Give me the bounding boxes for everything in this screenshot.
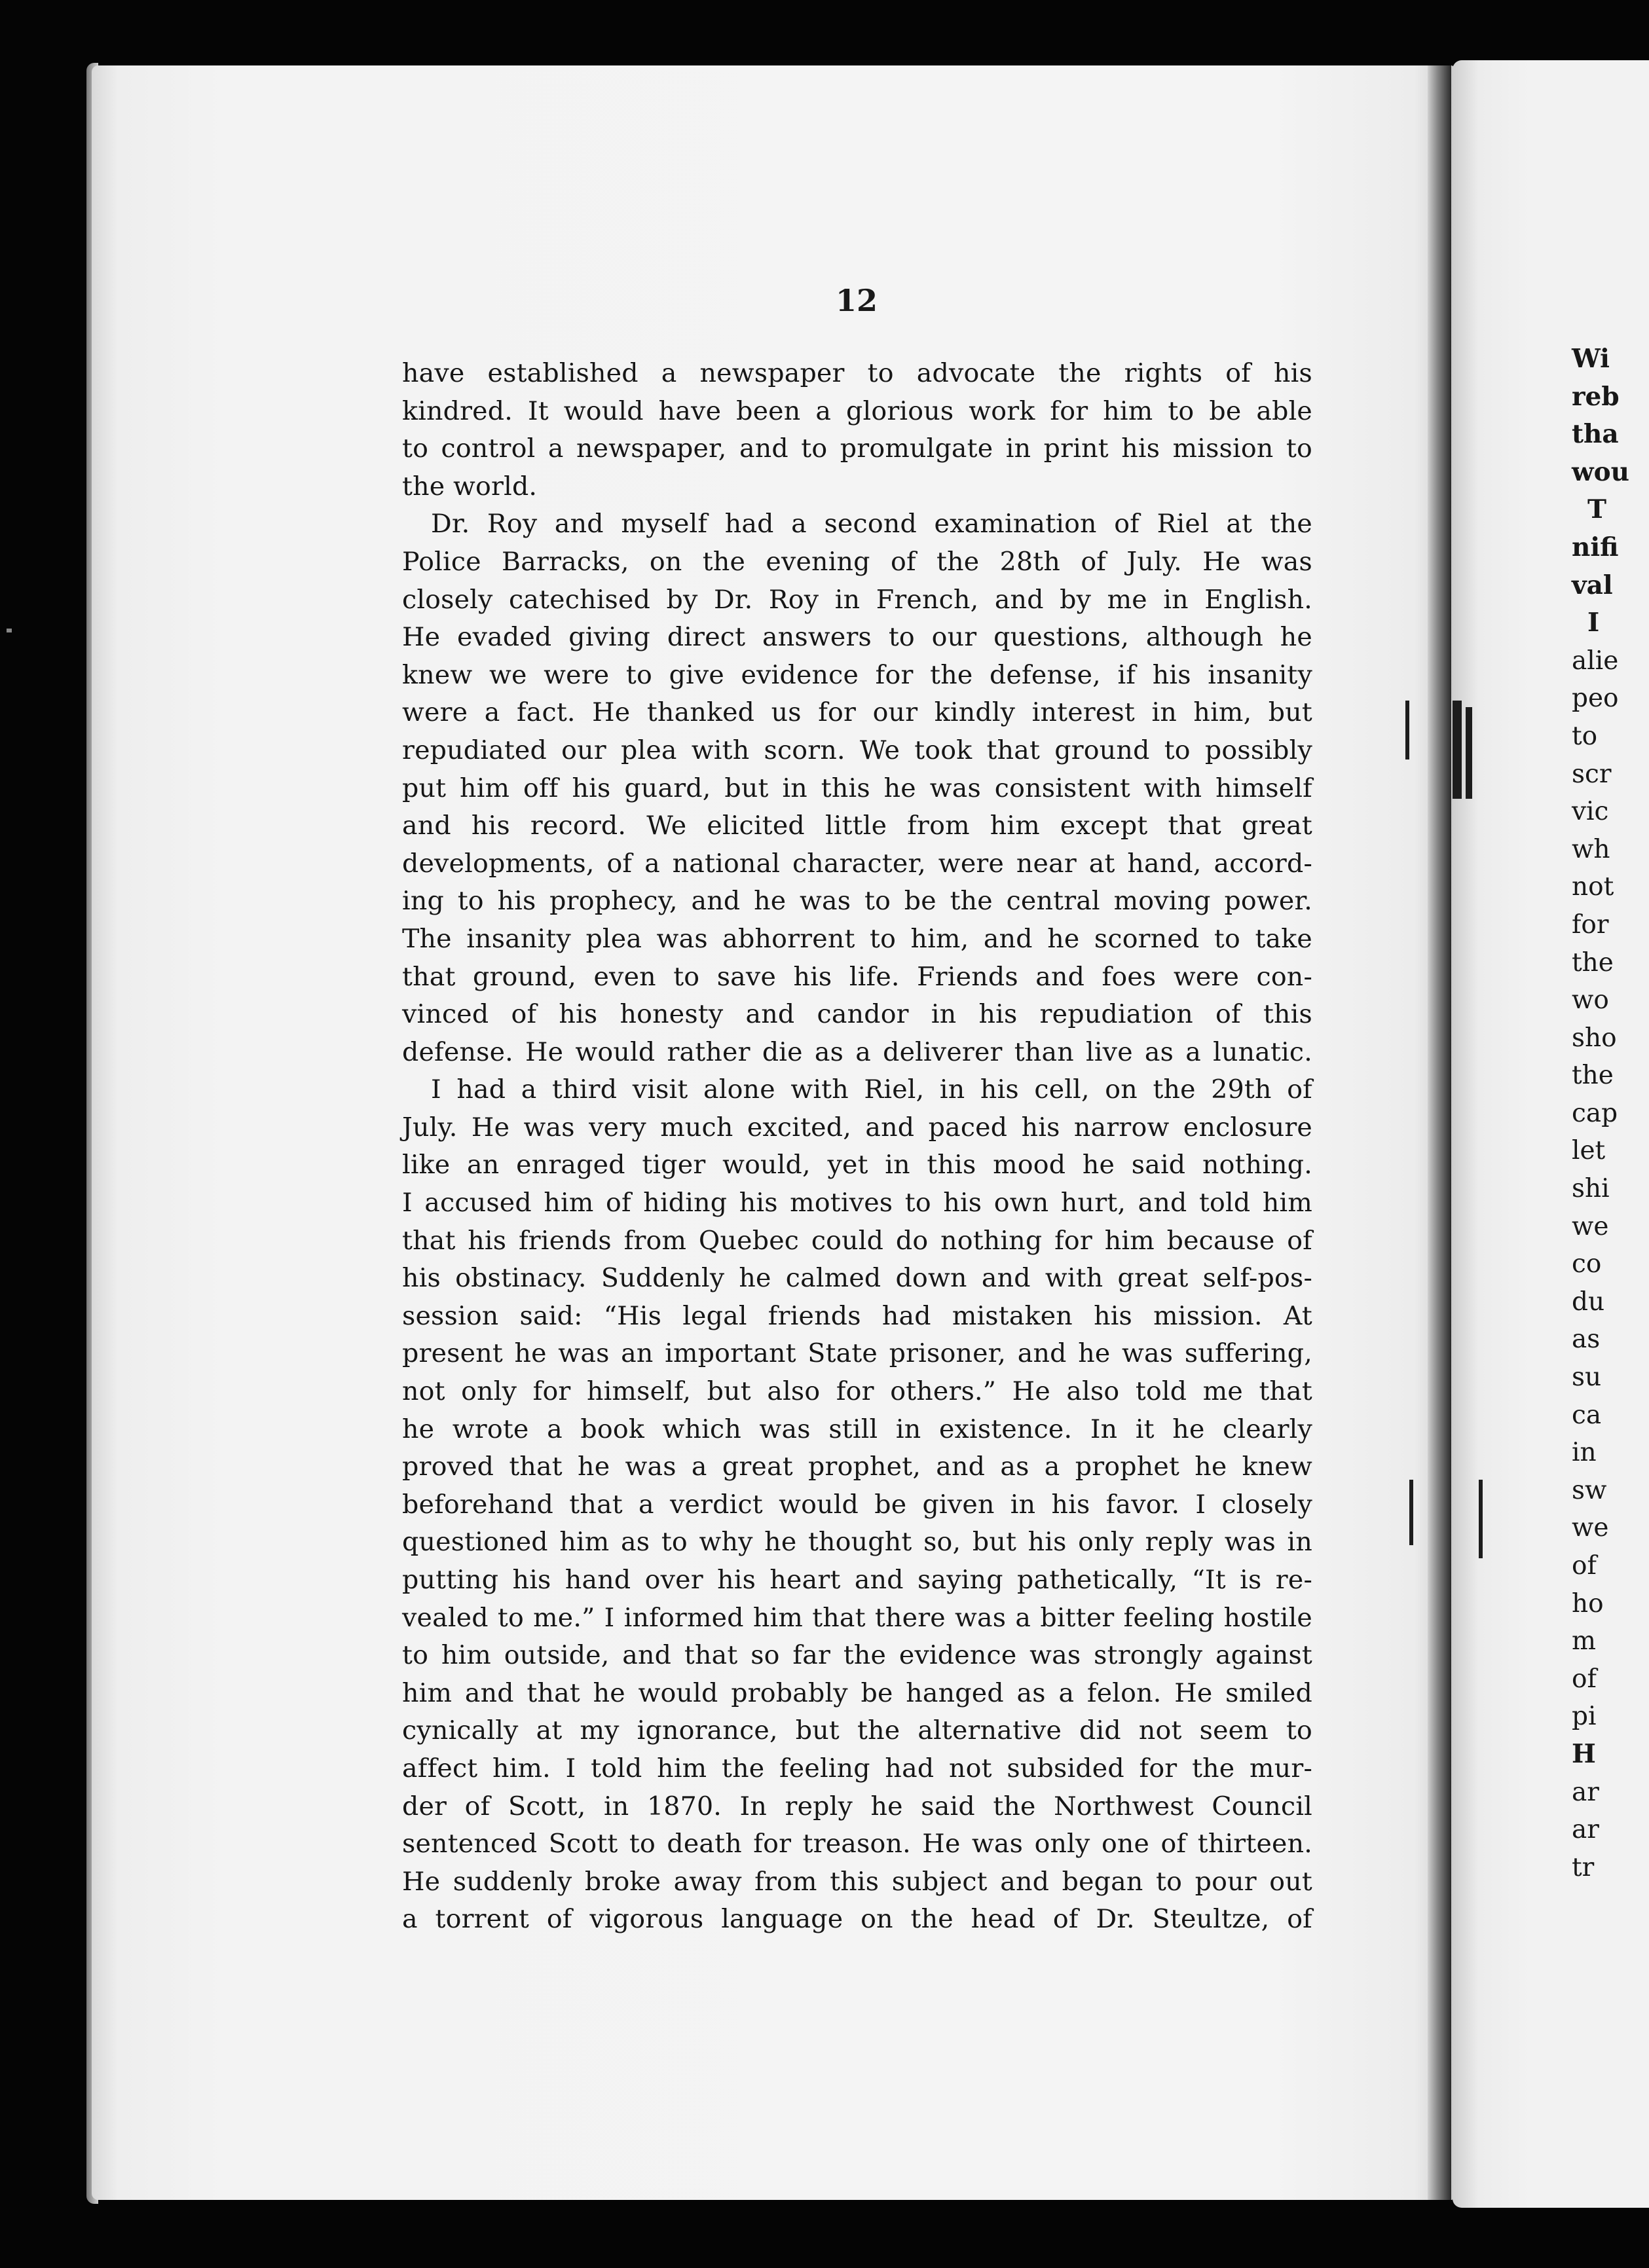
stitch-mark (1405, 701, 1409, 759)
text-line: to him outside, and that so far the evidence was strongly against (402, 1640, 1312, 1671)
right-text-fragment: in (1572, 1438, 1597, 1468)
right-text-fragment: wou (1572, 456, 1629, 487)
scan-speck (7, 629, 12, 632)
stitch-mark (1453, 701, 1462, 799)
right-text-fragment: we (1572, 1513, 1609, 1543)
right-text-fragment: pi (1572, 1702, 1597, 1732)
text-line: the world. (402, 471, 538, 502)
text-line: der of Scott, in 1870. In reply he said the Northwest Council (402, 1791, 1312, 1821)
text-line: putting his hand over his heart and saying pathetically, “It is re- (402, 1565, 1312, 1595)
text-line: vinced of his honesty and candor in his repudiation of this (402, 999, 1312, 1030)
text-line: cynically at my ignorance, but the alternative did not seem to (402, 1715, 1312, 1746)
text-line: Dr. Roy and myself had a second examination of Riel at the (431, 509, 1312, 540)
text-line: his obstinacy. Suddenly he calmed down and with great self-pos- (402, 1263, 1312, 1294)
right-text-fragment: Wi (1572, 344, 1610, 374)
right-text-fragment: of (1572, 1551, 1597, 1581)
right-text-fragment: I (1587, 608, 1600, 638)
right-text-fragment: cap (1572, 1098, 1618, 1128)
page-number: 12 (835, 283, 878, 318)
right-text-fragment: tr (1572, 1852, 1595, 1882)
right-text-fragment: co (1572, 1249, 1602, 1279)
right-text-fragment: wh (1572, 834, 1610, 864)
stitch-mark (1409, 1480, 1413, 1545)
right-text-fragment: as (1572, 1325, 1601, 1355)
main-text-column (402, 355, 1312, 1939)
text-line: knew we were to give evidence for the defense, if his insanity (402, 659, 1312, 690)
text-line: affect him. I told him the feeling had not subsided for the mur- (402, 1753, 1312, 1783)
right-text-fragment: to (1572, 721, 1598, 751)
text-line: have established a newspaper to advocate the rights of his (402, 358, 1312, 388)
right-text-fragment: let (1572, 1136, 1606, 1166)
right-text-fragment: du (1572, 1287, 1605, 1317)
text-line: vealed to me.” I informed him that there was a bitter feeling hostile (402, 1602, 1312, 1633)
text-line: ing to his prophecy, and he was to be the central moving power. (402, 886, 1312, 917)
text-line: session said: “His legal friends had mistaken his mission. At (402, 1300, 1312, 1331)
right-text-fragment: the (1572, 1061, 1614, 1091)
right-text-fragment: su (1572, 1363, 1602, 1393)
right-text-fragment: m (1572, 1626, 1596, 1656)
right-text-fragment: ho (1572, 1588, 1604, 1619)
text-line: not only for himself, but also for others.” He also told me that (402, 1376, 1312, 1407)
right-text-fragment: for (1572, 909, 1609, 940)
text-line: closely catechised by Dr. Roy in French, and by me in English. (402, 584, 1312, 615)
text-line: to control a newspaper, and to promulgate in print his mission to (402, 433, 1312, 464)
stitch-mark (1466, 707, 1472, 799)
text-line: developments, of a national character, were near at hand, accord- (402, 848, 1312, 879)
text-line: I accused him of hiding his motives to his own hurt, and told him (402, 1188, 1312, 1218)
right-text-fragment: H (1572, 1738, 1596, 1769)
right-text-fragment: the (1572, 947, 1614, 978)
text-line: that his friends from Quebec could do nothing for him because of (402, 1225, 1312, 1256)
right-text-fragment: sw (1572, 1475, 1607, 1505)
text-line: him and that he would probably be hanged as a felon. He smiled (402, 1677, 1312, 1708)
right-text-fragment: sho (1572, 1023, 1617, 1053)
text-line: he wrote a book which was still in existence. In it he clearly (402, 1414, 1312, 1444)
text-line: Police Barracks, on the evening of the 28th of July. He was (402, 546, 1312, 577)
right-text-fragment: tha (1572, 419, 1619, 450)
text-line: proved that he was a great prophet, and as a prophet he knew (402, 1452, 1312, 1482)
text-line: The insanity plea was abhorrent to him, and he scorned to take (402, 923, 1312, 954)
right-text-fragment: of (1572, 1664, 1597, 1694)
text-line: present he was an important State prisoner, and he was suffering, (402, 1338, 1312, 1369)
right-text-fragment: peo (1572, 684, 1619, 714)
right-text-fragment: ar (1572, 1777, 1599, 1807)
book-binding-gutter (1428, 65, 1451, 2200)
right-text-fragment: wo (1572, 985, 1609, 1015)
right-text-fragment: shi (1572, 1174, 1610, 1204)
text-line: kindred. It would have been a glorious work for him to be able (402, 395, 1312, 426)
right-text-fragment: reb (1572, 381, 1620, 412)
text-line: like an enraged tiger would, yet in this mood he said nothing. (402, 1150, 1312, 1180)
right-text-fragment: vic (1572, 797, 1609, 827)
text-line: He suddenly broke away from this subject and began to pour out (402, 1866, 1312, 1897)
text-line: defense. He would rather die as a deliverer than live as a lunatic. (402, 1036, 1312, 1067)
text-line: and his record. We elicited little from him except that great (402, 811, 1312, 841)
right-text-fragment: ca (1572, 1400, 1602, 1430)
right-text-fragment: we (1572, 1211, 1609, 1241)
right-text-fragment: T (1587, 494, 1607, 525)
text-line: a torrent of vigorous language on the head of Dr. Steultze, of (402, 1904, 1312, 1935)
right-text-fragment: val (1572, 570, 1613, 600)
stitch-mark (1479, 1480, 1483, 1558)
text-line: July. He was very much excited, and paced his narrow enclosure (402, 1112, 1312, 1143)
right-text-fragment: not (1572, 872, 1614, 902)
right-page-text-fragments (1572, 340, 1629, 1886)
text-line: repudiated our plea with scorn. We took that ground to possibly (402, 735, 1312, 765)
right-text-fragment: ar (1572, 1815, 1599, 1845)
text-line: put him off his guard, but in this he was consistent with himself (402, 773, 1312, 803)
right-text-fragment: scr (1572, 759, 1612, 789)
right-text-fragment: nifi (1572, 532, 1619, 562)
text-line: I had a third visit alone with Riel, in his cell, on the 29th of (431, 1074, 1312, 1105)
text-line: sentenced Scott to death for treason. He was only one of thirteen. (402, 1829, 1312, 1859)
text-line: beforehand that a verdict would be given in his favor. I closely (402, 1489, 1312, 1520)
text-line: questioned him as to why he thought so, but his only reply was in (402, 1527, 1312, 1558)
text-line: that ground, even to save his life. Friends and foes were con- (402, 961, 1312, 992)
right-text-fragment: alie (1572, 646, 1619, 676)
right-page (1453, 60, 1649, 2208)
text-line: He evaded giving direct answers to our questions, although he (402, 622, 1312, 653)
text-line: were a fact. He thanked us for our kindly interest in him, but (402, 697, 1312, 728)
